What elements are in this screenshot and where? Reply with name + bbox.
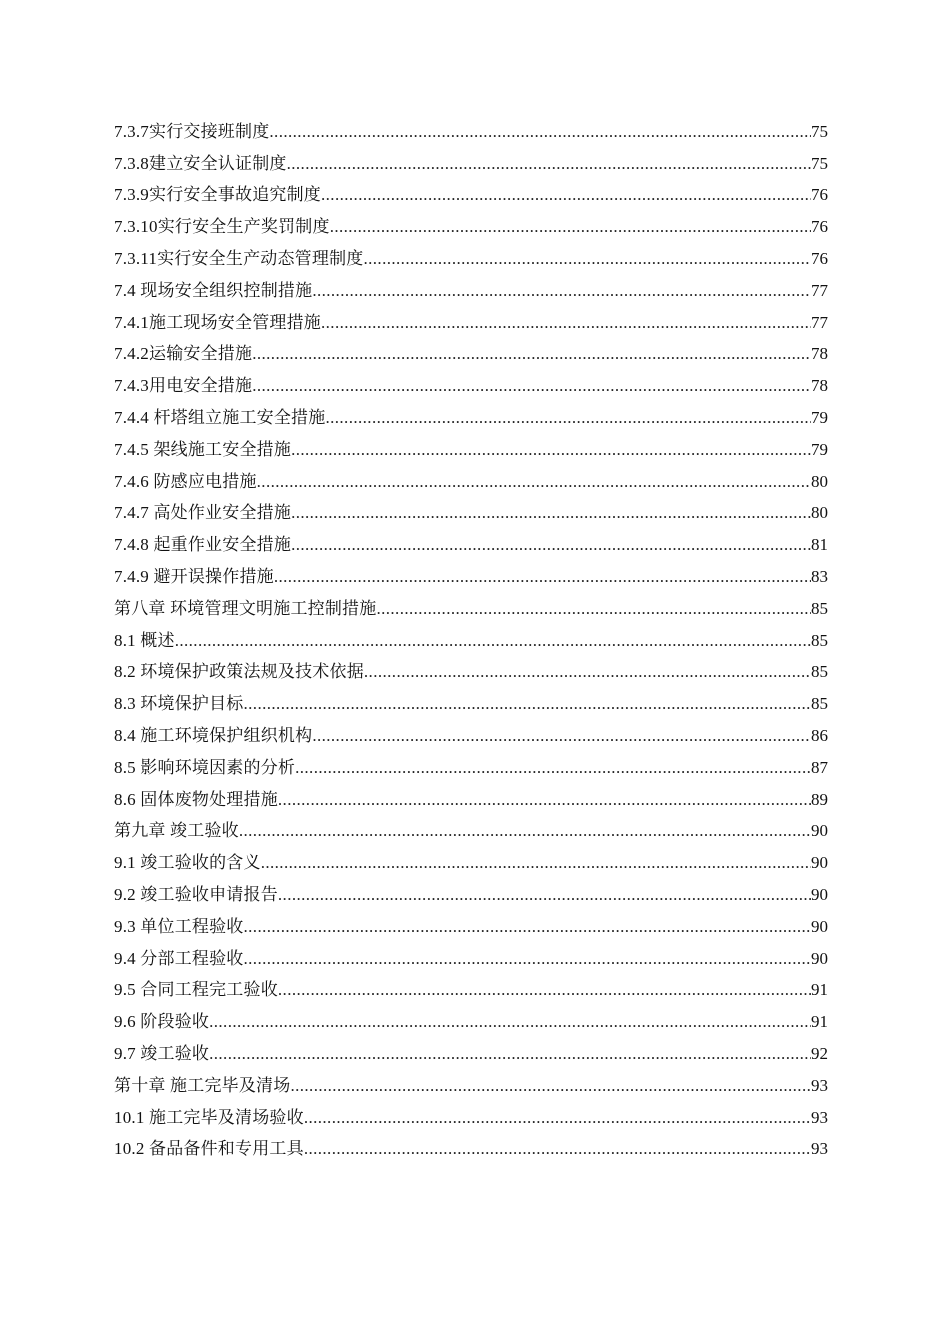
toc-entry-title: 第八章 环境管理文明施工控制措施 — [114, 598, 377, 618]
toc-entry[interactable] — [114, 651, 828, 683]
toc-entry-page: 78 — [811, 376, 828, 396]
toc-entry-title: 8.2 环境保护政策法规及技术依据 — [114, 662, 364, 682]
toc-entry[interactable] — [114, 619, 828, 651]
toc-entry[interactable] — [114, 333, 828, 365]
toc-entry[interactable] — [114, 587, 828, 619]
toc-dot-leader — [209, 1012, 811, 1032]
toc-entry-page: 80 — [811, 471, 828, 491]
toc-entry-page: 90 — [811, 948, 828, 968]
toc-entry[interactable] — [114, 205, 828, 237]
toc-dot-leader — [244, 917, 812, 937]
toc-dot-leader — [252, 344, 811, 364]
toc-entry-title: 第九章 竣工验收 — [114, 821, 239, 841]
toc-entry[interactable] — [114, 937, 828, 969]
toc-dot-leader — [287, 154, 811, 174]
toc-entry-title: 第十章 施工完毕及清场 — [114, 1075, 291, 1095]
toc-entry-title: 9.7 竣工验收 — [114, 1043, 210, 1063]
toc-entry-title: 9.4 分部工程验收 — [114, 948, 244, 968]
toc-entry-page: 93 — [811, 1107, 828, 1127]
toc-entry[interactable] — [114, 555, 828, 587]
toc-entry-page: 89 — [811, 789, 828, 809]
toc-entry[interactable] — [114, 237, 828, 269]
toc-entry[interactable] — [114, 364, 828, 396]
toc-entry[interactable] — [114, 1096, 828, 1128]
toc-entry-title: 8.5 影响环境因素的分析 — [114, 757, 296, 777]
toc-dot-leader — [291, 535, 811, 555]
toc-entry[interactable] — [114, 142, 828, 174]
toc-entry-title: 8.3 环境保护目标 — [114, 694, 244, 714]
toc-entry-page: 80 — [811, 503, 828, 523]
toc-entry-title: 7.3.7实行交接班制度 — [114, 121, 270, 141]
toc-entry-title: 7.3.10实行安全生产奖罚制度 — [114, 217, 330, 237]
toc-entry[interactable] — [114, 746, 828, 778]
toc-entry-title: 7.4.3用电安全措施 — [114, 376, 253, 396]
toc-entry[interactable] — [114, 778, 828, 810]
toc-entry-page: 86 — [811, 725, 828, 745]
toc-dot-leader — [376, 599, 811, 619]
toc-entry-title: 7.4 现场安全组织控制措施 — [114, 280, 313, 300]
toc-dot-leader — [252, 376, 811, 396]
toc-entry-title: 7.4.9 避开误操作措施 — [114, 566, 274, 586]
toc-entry[interactable] — [114, 269, 828, 301]
table-of-contents — [114, 110, 828, 1159]
toc-entry-page: 92 — [811, 1043, 828, 1063]
toc-entry-page: 85 — [811, 598, 828, 618]
toc-entry-title: 7.4.6 防感应电措施 — [114, 471, 257, 491]
toc-dot-leader — [325, 408, 811, 428]
toc-entry-title: 7.3.11实行安全生产动态管理制度 — [114, 248, 364, 268]
toc-entry-page: 87 — [811, 757, 828, 777]
toc-entry-page: 77 — [811, 312, 828, 332]
toc-dot-leader — [278, 790, 811, 810]
toc-entry[interactable] — [114, 841, 828, 873]
toc-entry[interactable] — [114, 682, 828, 714]
toc-dot-leader — [330, 217, 811, 237]
toc-entry-page: 90 — [811, 916, 828, 936]
toc-dot-leader — [257, 472, 811, 492]
toc-entry-title: 7.3.9实行安全事故追究制度 — [114, 185, 321, 205]
toc-dot-leader — [209, 1044, 811, 1064]
toc-dot-leader — [261, 853, 811, 873]
toc-dot-leader — [269, 122, 811, 142]
toc-entry-title: 7.3.8建立安全认证制度 — [114, 153, 287, 173]
toc-entry-page: 85 — [811, 630, 828, 650]
toc-entry[interactable] — [114, 969, 828, 1001]
toc-entry-page: 76 — [811, 185, 828, 205]
toc-dot-leader — [278, 980, 811, 1000]
toc-dot-leader — [244, 694, 812, 714]
toc-dot-leader — [321, 185, 811, 205]
toc-entry-title: 9.5 合同工程完工验收 — [114, 980, 278, 1000]
toc-entry-page: 85 — [811, 662, 828, 682]
toc-dot-leader — [321, 313, 811, 333]
toc-entry[interactable] — [114, 905, 828, 937]
toc-dot-leader — [295, 758, 811, 778]
toc-entry[interactable] — [114, 1064, 828, 1096]
toc-entry-title: 8.1 概述 — [114, 630, 175, 650]
toc-entry-page: 91 — [811, 980, 828, 1000]
toc-dot-leader — [312, 281, 811, 301]
toc-dot-leader — [239, 821, 811, 841]
toc-entry-page: 90 — [811, 884, 828, 904]
toc-entry[interactable] — [114, 396, 828, 428]
toc-entry-title: 7.4.2运输安全措施 — [114, 344, 253, 364]
toc-entry-page: 76 — [811, 217, 828, 237]
toc-entry-title: 9.6 阶段验收 — [114, 1012, 210, 1032]
toc-entry[interactable] — [114, 523, 828, 555]
toc-entry[interactable] — [114, 1128, 828, 1160]
toc-dot-leader — [304, 1108, 811, 1128]
toc-dot-leader — [244, 949, 812, 969]
toc-entry-title: 7.4.4 杆塔组立施工安全措施 — [114, 407, 326, 427]
toc-entry-title: 9.2 竣工验收申请报告 — [114, 884, 278, 904]
toc-entry[interactable] — [114, 1000, 828, 1032]
toc-entry[interactable] — [114, 460, 828, 492]
toc-entry-page: 93 — [811, 1139, 828, 1159]
toc-dot-leader — [175, 631, 811, 651]
toc-entry-title: 7.4.8 起重作业安全措施 — [114, 535, 292, 555]
toc-dot-leader — [363, 249, 811, 269]
toc-entry[interactable] — [114, 174, 828, 206]
toc-entry-page: 85 — [811, 694, 828, 714]
toc-dot-leader — [304, 1139, 811, 1159]
toc-entry-title: 9.3 单位工程验收 — [114, 916, 244, 936]
toc-entry[interactable] — [114, 428, 828, 460]
toc-entry-title: 7.4.5 架线施工安全措施 — [114, 439, 292, 459]
toc-entry[interactable] — [114, 492, 828, 524]
toc-entry-page: 75 — [811, 153, 828, 173]
toc-dot-leader — [312, 726, 811, 746]
toc-dot-leader — [291, 440, 811, 460]
toc-entry-title: 7.4.1施工现场安全管理措施 — [114, 312, 321, 332]
toc-entry-page: 79 — [811, 439, 828, 459]
toc-entry-page: 76 — [811, 248, 828, 268]
toc-dot-leader — [274, 567, 811, 587]
toc-entry-title: 8.4 施工环境保护组织机构 — [114, 725, 313, 745]
toc-dot-leader — [291, 503, 811, 523]
toc-entry-page: 75 — [811, 121, 828, 141]
toc-dot-leader — [290, 1076, 811, 1096]
toc-entry-page: 78 — [811, 344, 828, 364]
toc-entry[interactable] — [114, 873, 828, 905]
toc-entry-page: 90 — [811, 821, 828, 841]
toc-entry-page: 77 — [811, 280, 828, 300]
toc-entry-title: 10.1 施工完毕及清场验收 — [114, 1107, 304, 1127]
toc-entry-page: 81 — [811, 535, 828, 555]
toc-entry[interactable] — [114, 301, 828, 333]
toc-entry[interactable] — [114, 1032, 828, 1064]
toc-dot-leader — [278, 885, 811, 905]
toc-entry-page: 79 — [811, 407, 828, 427]
toc-entry-page: 93 — [811, 1075, 828, 1095]
toc-entry-title: 7.4.7 高处作业安全措施 — [114, 503, 292, 523]
toc-dot-leader — [364, 662, 811, 682]
toc-entry-page: 83 — [811, 566, 828, 586]
toc-entry[interactable] — [114, 714, 828, 746]
toc-entry[interactable] — [114, 810, 828, 842]
toc-entry-title: 10.2 备品备件和专用工具 — [114, 1139, 304, 1159]
toc-entry-title: 9.1 竣工验收的含义 — [114, 853, 261, 873]
toc-entry[interactable] — [114, 110, 828, 142]
toc-entry-page: 91 — [811, 1012, 828, 1032]
toc-entry-page: 90 — [811, 853, 828, 873]
toc-entry-title: 8.6 固体废物处理措施 — [114, 789, 278, 809]
